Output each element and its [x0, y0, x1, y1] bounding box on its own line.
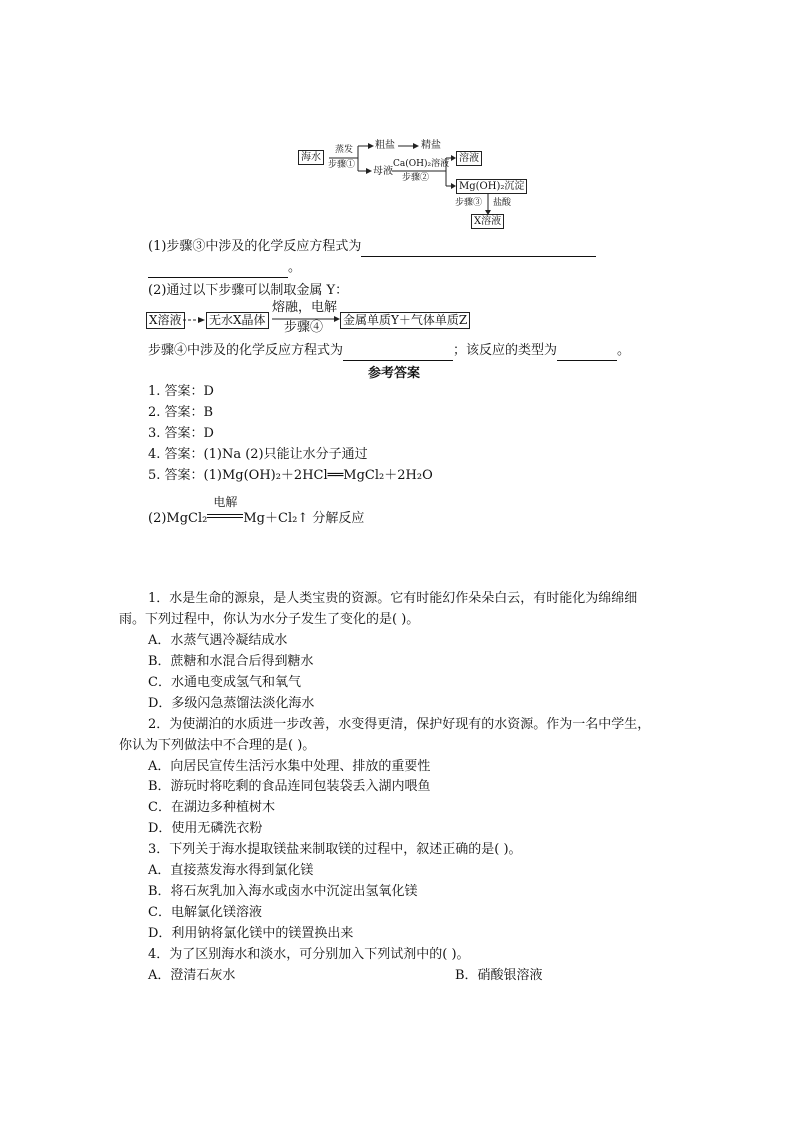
mother-liquor-label: 母液: [373, 166, 393, 177]
q4-option-b: B．硝酸银溶液: [455, 968, 543, 983]
q5-part1-text: (1)步骤③中涉及的化学反应方程式为: [148, 239, 362, 254]
answer-blank: [557, 346, 617, 361]
q2-option-c: C．在湖边多种植树木: [148, 800, 275, 815]
x-solution-box-2: X溶液: [146, 312, 185, 329]
mgcl2-formula: (2)MgCl₂: [148, 511, 208, 526]
q3-line1: 3．下列关于海水提取镁盐来制取镁的过程中，叙述正确的是( )。: [148, 842, 522, 857]
anhydrous-x-box: 无水X晶体: [206, 312, 269, 329]
products-text: Mg＋Cl₂↑ 分解反应: [243, 511, 365, 526]
q1-option-b: B．蔗糖和水混合后得到糖水: [148, 654, 314, 669]
electrolysis-label: 电解: [213, 495, 238, 509]
mgoh-precip-box: Mg(OH)₂沉淀: [456, 179, 527, 194]
hcl-label: 盐酸: [493, 198, 512, 208]
q3-option-d: D．利用钠将氯化镁中的镁置换出来: [148, 926, 354, 941]
q1-option-c: C．水通电变成氢气和氧气: [148, 675, 301, 690]
crude-salt-label: 粗盐: [375, 140, 395, 151]
answer-blank: [361, 242, 596, 257]
answer-3: 3. 答案：D: [148, 426, 214, 441]
seawater-box: 海水: [298, 150, 324, 165]
step2-label: 步骤②: [402, 173, 430, 183]
q5-part2: (2)通过以下步骤可以制取金属 Y：: [148, 283, 349, 298]
q1-option-a: A．水蒸气遇冷凝结成水: [148, 633, 288, 648]
period: 。: [617, 343, 631, 358]
answer-4: 4. 答案：(1)Na (2)只能让水分子通过: [148, 447, 368, 462]
q1-line2: 雨。下列过程中，你认为水分子发生了变化的是( )。: [119, 612, 420, 627]
q3-option-a: A．直接蒸发海水得到氯化镁: [148, 863, 314, 878]
q2-line1: 2．为使湖泊的水质进一步改善，水变得更清，保护好现有的水资源。作为一名中学生，: [148, 717, 651, 732]
double-bar: [207, 514, 243, 518]
q2-option-a: A．向居民宣传生活污水集中处理、排放的重要性: [148, 759, 431, 774]
answer-blank: [148, 263, 288, 278]
step3-label: 步骤③: [455, 198, 483, 208]
answer-blank: [343, 346, 453, 361]
q2-option-d: D．使用无磷洗衣粉: [148, 821, 263, 836]
electrolysis-condition: [207, 495, 243, 522]
q5-part2-line: [148, 341, 630, 361]
refined-salt-label: 精盐: [421, 140, 441, 151]
products-box: 金属单质Y＋气体单质Z: [340, 312, 470, 329]
q3-option-b: B．将石灰乳加入海水或卤水中沉淀出氢氧化镁: [148, 884, 418, 899]
period: 。: [288, 260, 302, 275]
q5-part1-cont: [148, 258, 301, 278]
solution-box: 溶液: [456, 151, 482, 166]
x-solution-box: X溶液: [471, 214, 504, 229]
answer-1: 1. 答案：D: [148, 384, 214, 399]
melt-electrolysis-label: 熔融，电解: [272, 300, 338, 315]
step4-label: 步骤④: [284, 320, 324, 335]
q3-option-c: C．电解氯化镁溶液: [148, 905, 262, 920]
q4-option-a: A．澄清石灰水: [148, 968, 236, 983]
q2-option-b: B．游玩时将吃剩的食品连同包装袋丢入湖内喂鱼: [148, 779, 431, 794]
answer-5-part2: [148, 495, 365, 529]
caoh-label: Ca(OH)₂溶液: [393, 159, 450, 169]
q1-option-d: D．多级闪急蒸馏法淡化海水: [148, 696, 315, 711]
q5-part1: [148, 237, 596, 257]
q5-part2-text: 步骤④中涉及的化学反应方程式为: [148, 343, 344, 358]
step1-bottom-label: 步骤①: [328, 160, 356, 170]
answers-heading: 参考答案: [368, 366, 421, 381]
flowchart-arrows: [0, 0, 794, 240]
answer-5-part1: 5. 答案：(1)Mg(OH)₂＋2HCl══MgCl₂＋2H₂O: [148, 468, 433, 483]
q5-part2-mid: ；该反应的类型为: [453, 343, 558, 358]
q4-line1: 4．为了区别海水和淡水，可分别加入下列试剂中的( )。: [148, 947, 470, 962]
q2-line2: 你认为下列做法中不合理的是( )。: [119, 738, 316, 753]
step1-top-label: 蒸发: [335, 145, 354, 155]
answer-2: 2. 答案：B: [148, 405, 214, 420]
q1-line1: 1．水是生命的源泉，是人类宝贵的资源。它有时能幻作朵朵白云，有时能化为绵绵细: [148, 591, 638, 606]
